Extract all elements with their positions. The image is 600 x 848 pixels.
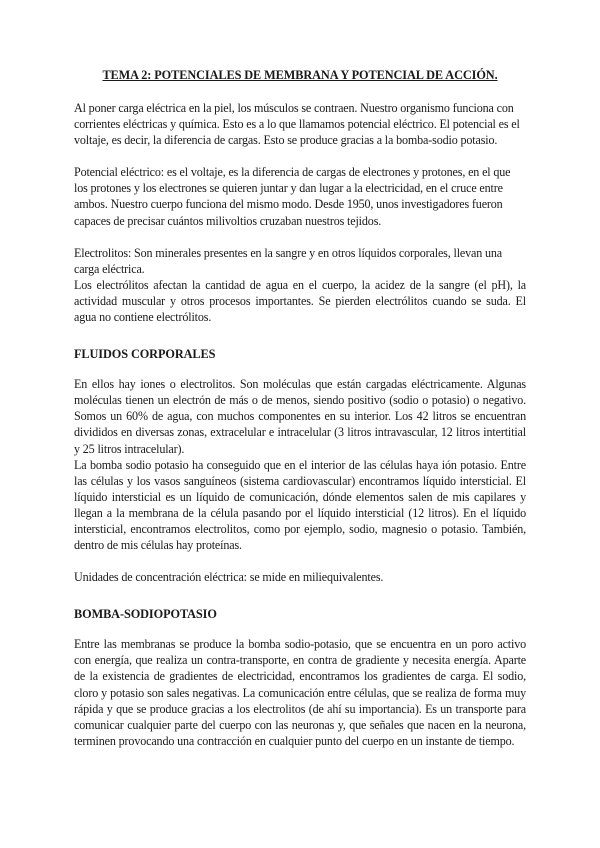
spacer [74, 229, 526, 245]
spacer [74, 585, 526, 601]
section-heading-fluidos: FLUIDOS CORPORALES [74, 347, 216, 362]
intro-paragraph-1: Al poner carga eléctrica en la piel, los músculos se contraen. Nuestro organismo funciona con corrientes eléctricas y química. Esto es a lo que llamamos potencial eléctrico. El potencial es el voltaje, es decir, la diferencia de cargas. Esto se produce gracias a la bomba-sodio potasio. [74, 101, 520, 148]
spacer [74, 148, 526, 164]
intro-paragraph-2: Potencial eléctrico: es el voltaje, es la diferencia de cargas de electrones y protones, en el que los protones y los electrones se quieren juntar y dan lugar a la electricidad, en el cruce entre ambos. Nuestro cuerpo funciona del mismo modo. Desde 1950, unos investigadores fueron capaces de precisar cuántos milivoltios cruzaban nuestros tejidos. [74, 165, 511, 228]
fluidos-paragraph-1: En ellos hay iones o electrolitos. Son moléculas que están cargadas eléctricamente. Algunas moléculas tienen un electrón de más o de menos, siendo positivo (sodio o potasio) o negativo. Somos un 60% de agua, con muchos componentes en su interior. Los 42 litros se encuentran divididos en diversas zonas, extracelular e intracelular (3 litros intravascular, 12 litros intertitial y 25 litros intracelular). [74, 377, 526, 456]
spacer [74, 553, 526, 569]
spacer [74, 325, 526, 341]
document-title: TEMA 2: POTENCIALES DE MEMBRANA Y POTENCIAL DE ACCIÓN. [102, 68, 498, 82]
fluidos-paragraph-2: La bomba sodio potasio ha conseguido que en el interior de las células haya ión potasio. Entre las células y los vasos sanguíneos (sistema cardiovascular) encontramos líquido intersticial. El líquido intersticial es un líquido de comunicación, dónde elementos salen de mis capilares y llegan a la membrana de la célula pasando por el líquido intersticial (12 litros). En el líquido intersticial, encontramos electrolitos, como por ejemplo, sodio, magnesio o potasio. También, dentro de mis células hay proteínas. [74, 457, 526, 553]
intro-paragraph-4: Los electrólitos afectan la cantidad de agua en el cuerpo, la acidez de la sangre (el pH), la actividad muscular y otros procesos importantes. Se pierden electrólitos cuando se suda. El agua no contiene electrólitos. [74, 277, 526, 325]
section-heading-bomba: BOMBA-SODIOPOTASIO [74, 607, 217, 622]
intro-paragraph-3: Electrolitos: Son minerales presentes en la sangre y en otros líquidos corporales, llevan una carga eléctrica. [74, 245, 503, 276]
fluidos-paragraph-3: Unidades de concentración eléctrica: se mide en miliequivalentes. [74, 570, 384, 585]
bomba-paragraph-1: Entre las membranas se produce la bomba sodio-potasio, que se encuentra en un poro activo con energía, que realiza un contra-transporte, en contra de gradiente y necesita energía. Aparte de la existencia de gradientes de electricidad, encontramos los gradientes de carga. El sodio, cloro y potasio son sales negativas. La comunicación entre células, que se realiza de forma muy rápida y que se produce gracias a los electrolitos (de ahí su importancia). Es un transporte para comunicar cualquier parte del cuerpo con las neuronas y, que señales que nacen en la neurona, terminen provocando una contracción en cualquier punto del cuerpo en un instante de tiempo. [74, 637, 526, 748]
